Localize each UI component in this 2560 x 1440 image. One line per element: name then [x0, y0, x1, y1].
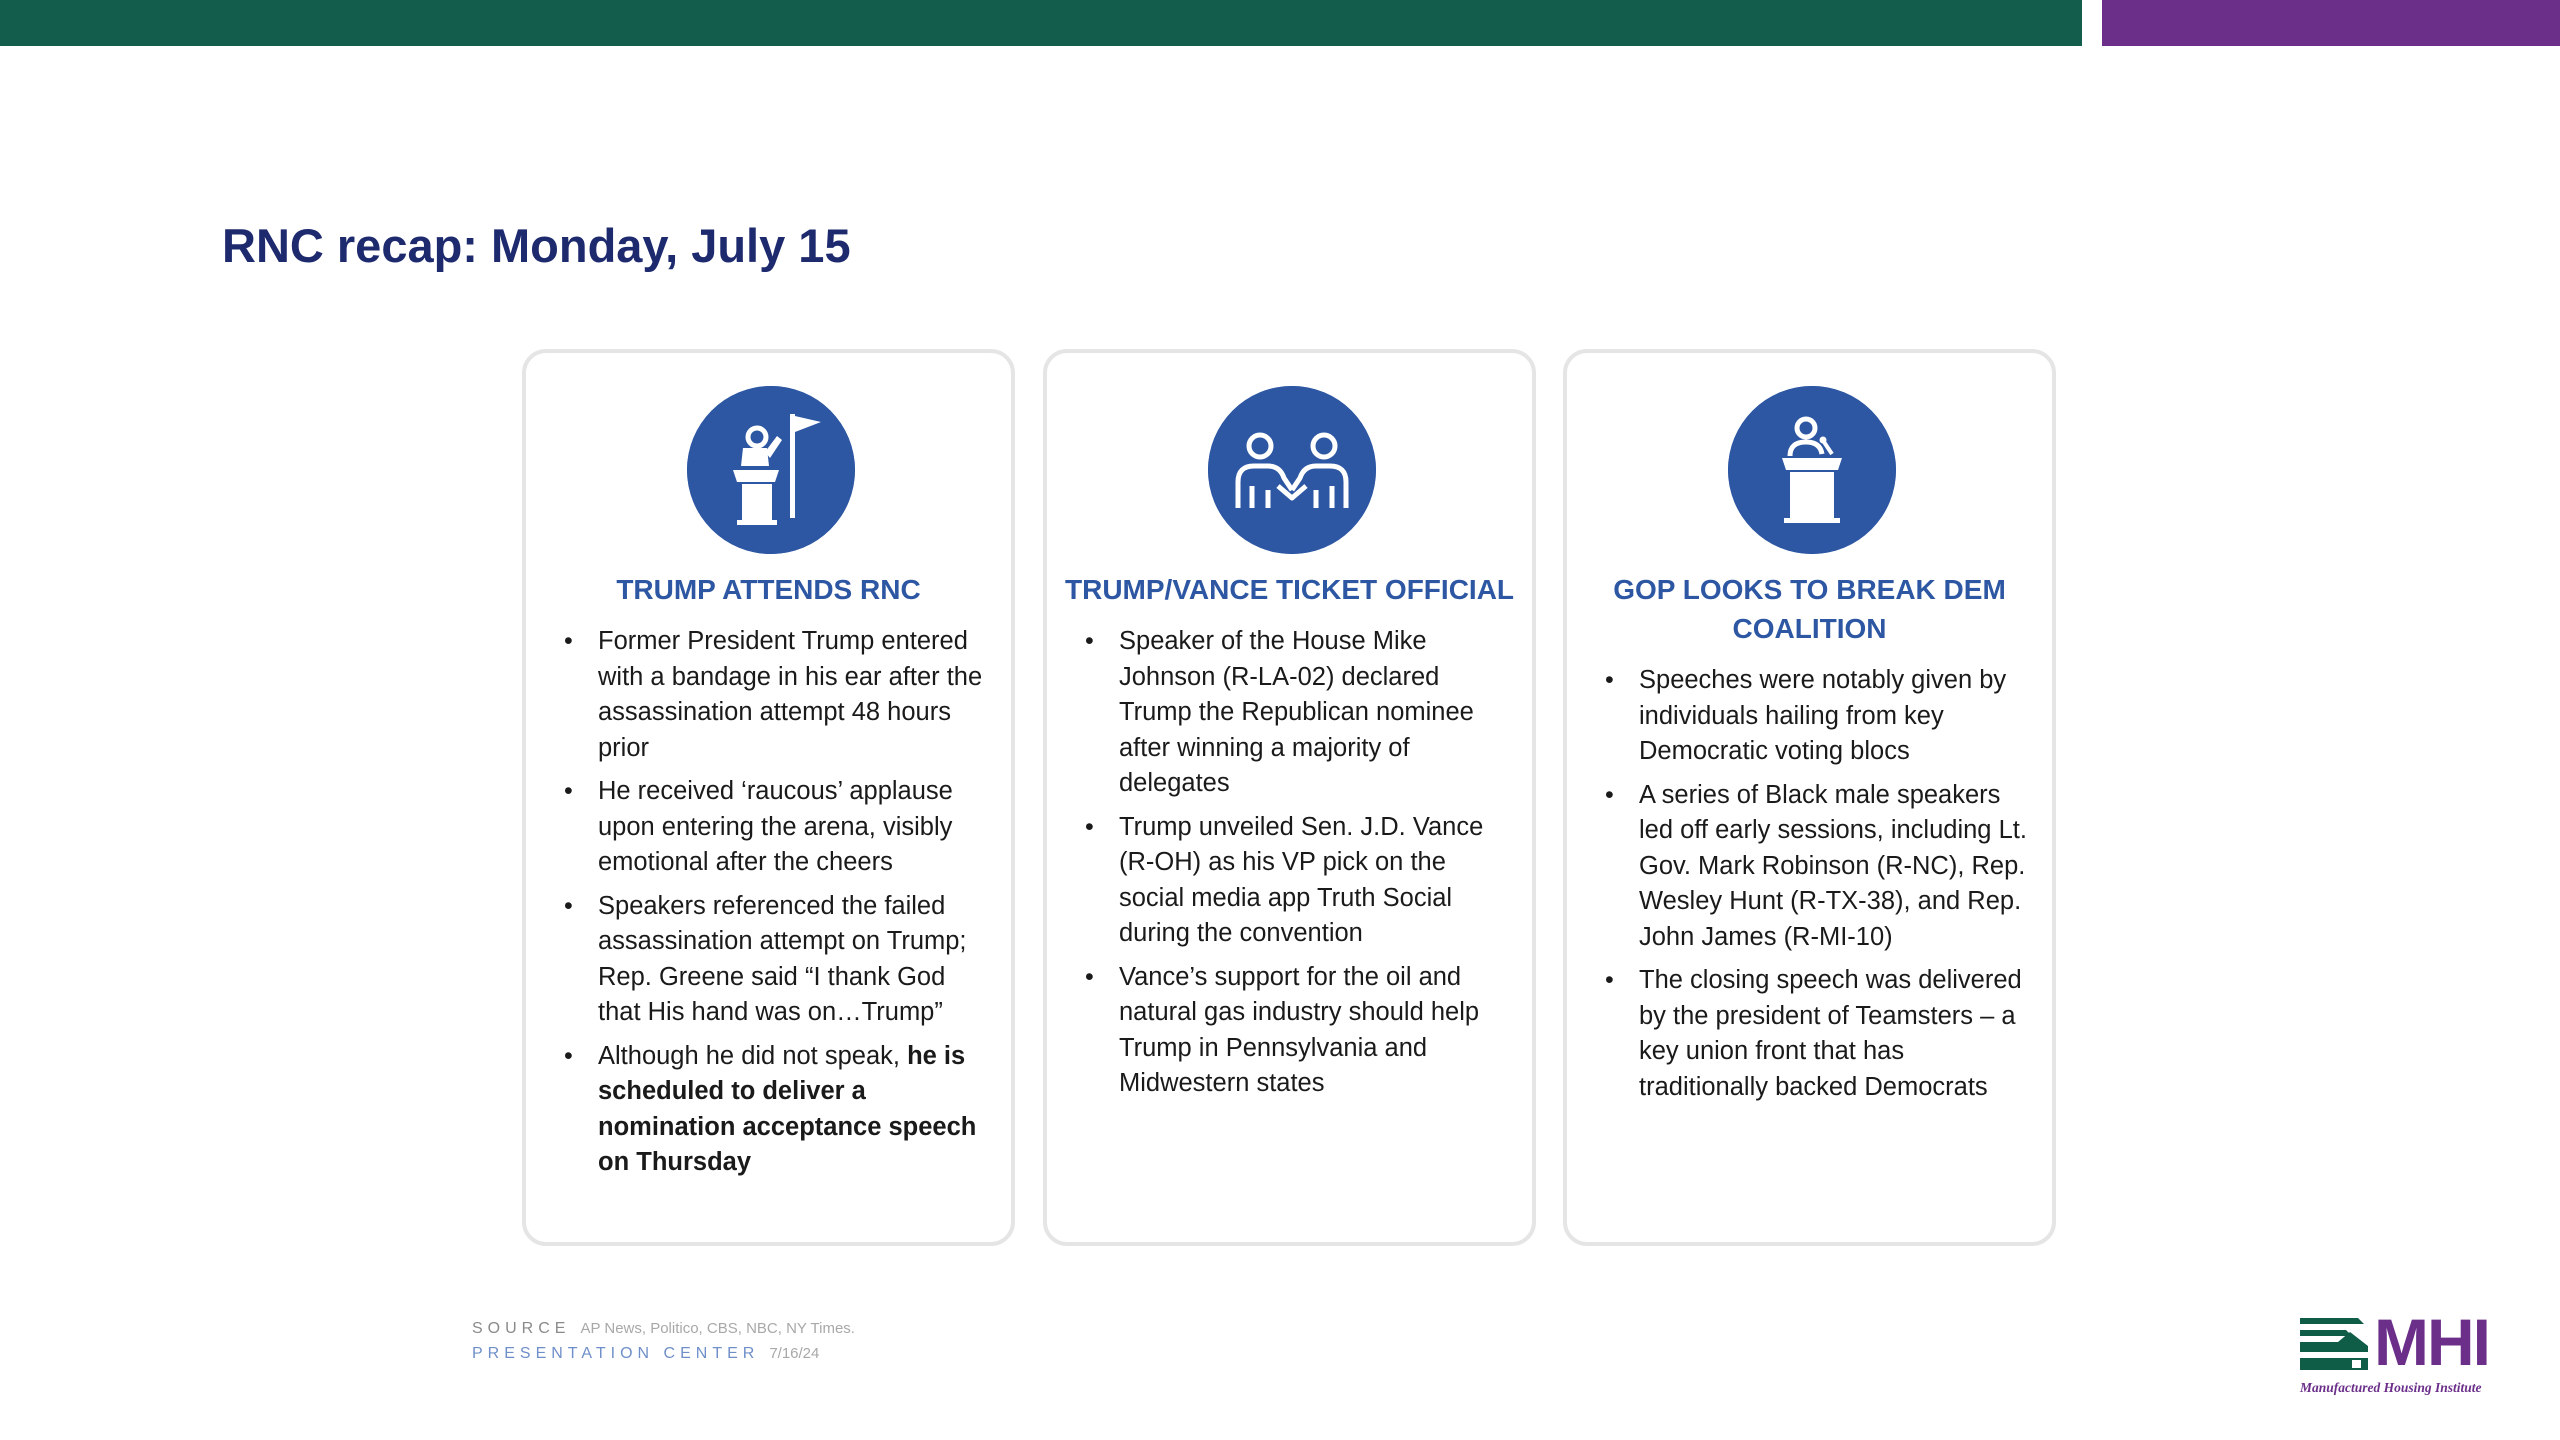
bullet-item: • Trump unveiled Sen. J.D. Vance (R-OH) as his VP pick on the social media app Truth Social during the convention	[1083, 810, 1512, 952]
speaker-at-lectern-icon	[1728, 386, 1896, 554]
card-heading: TRUMP ATTENDS RNC	[616, 574, 921, 605]
presentation-center-label: PRESENTATION CENTER	[472, 1345, 760, 1362]
card-heading: GOP LOOKS TO BREAK DEM COALITION	[1613, 574, 2006, 644]
bullet-item: • The closing speech was delivered by the president of Teamsters – a key union front that has traditionally backed Democrats	[1603, 963, 2032, 1105]
source-label: SOURCE	[472, 1320, 571, 1337]
bullet-list	[562, 624, 991, 1189]
logo-tagline: Manufactured Housing Institute	[2300, 1380, 2482, 1395]
bullet-item: • He received ‘raucous’ applause upon entering the arena, visibly emotional after the cheers	[562, 774, 991, 881]
speaker-at-podium-with-flag-icon	[687, 386, 855, 554]
bullet-item: • A series of Black male speakers led off early sessions, including Lt. Gov. Mark Robinson (R-NC), Rep. Wesley Hunt (R-TX-38), and Rep. John James (R-MI-10)	[1603, 778, 2032, 956]
presentation-center-date: 7/16/24	[769, 1345, 820, 1362]
source-value: AP News, Politico, CBS, NBC, NY Times.	[580, 1320, 855, 1337]
top-bar-purple	[2102, 0, 2560, 46]
mhi-logo	[2300, 1305, 2526, 1406]
bullet-item: • Speaker of the House Mike Johnson (R-LA-02) declared Trump the Republican nominee after winning a majority of delegates	[1083, 624, 1512, 802]
bullet-list	[1603, 663, 2032, 1113]
bullet-item: • Although he did not speak, he is scheduled to deliver a nomination acceptance speech on Thursday	[562, 1039, 991, 1181]
top-bar-green	[0, 0, 2082, 46]
house-logo-icon	[2300, 1310, 2370, 1374]
source-block	[472, 1316, 855, 1366]
bullet-item: • Former President Trump entered with a bandage in his ear after the assassination attempt 48 hours prior	[562, 624, 991, 766]
card-trump-attends-rnc	[522, 349, 1015, 1246]
logo-wordmark: MHI	[2374, 1305, 2489, 1379]
bullet-item: • Vance’s support for the oil and natural gas industry should help Trump in Pennsylvania and Midwestern states	[1083, 960, 1512, 1102]
page-title: RNC recap: Monday, July 15	[222, 219, 851, 272]
card-gop-looks-to-break-dem-coalition	[1563, 349, 2056, 1246]
bullet-item: • Speakers referenced the failed assassination attempt on Trump; Rep. Greene said “I thank God that His hand was on…Trump”	[562, 889, 991, 1031]
bullet-list	[1083, 624, 1512, 1110]
bullet-item: • Speeches were notably given by individuals hailing from key Democratic voting blocs	[1603, 663, 2032, 770]
source-line	[472, 1316, 855, 1341]
two-people-handshake-icon	[1208, 386, 1376, 554]
card-trump-vance-ticket-official	[1043, 349, 1536, 1246]
card-heading: TRUMP/VANCE TICKET OFFICIAL	[1065, 574, 1515, 605]
presentation-center-line	[472, 1341, 855, 1366]
